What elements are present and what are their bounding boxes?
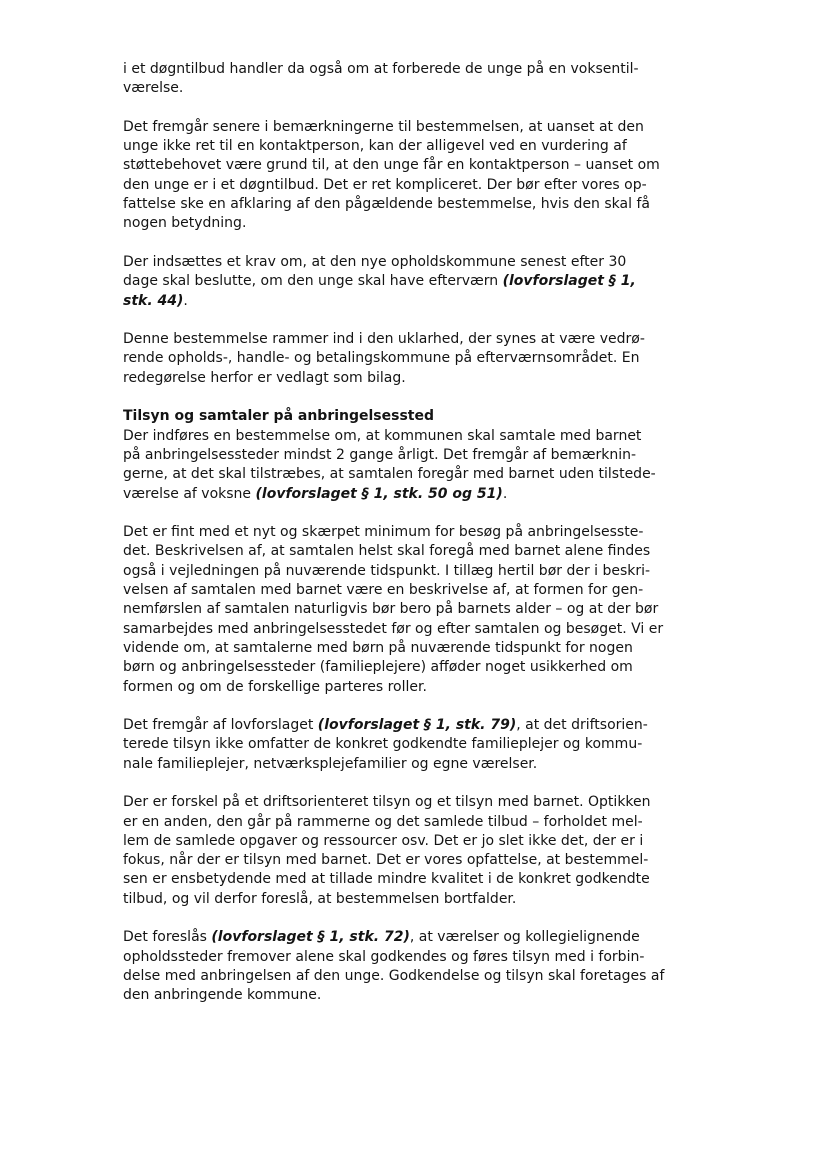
text-line: opholdssteder fremover alene skal godkendes og føres tilsyn med i forbin-: [123, 948, 645, 965]
text-line: støttebehovet være grund til, at den unge får en kontaktperson – uanset om: [123, 157, 660, 174]
text-line: Det fremgår senere i bemærkningerne til bestemmelsen, at uanset at den: [123, 118, 644, 135]
text-line: den anbringende kommune.: [123, 987, 322, 1004]
text-line: fattelse ske en afklaring af den pågældende bestemmelse, hvis den skal få: [123, 196, 650, 213]
text-line: Der er forskel på et driftsorienteret tilsyn og et tilsyn med barnet. Optikken: [123, 794, 651, 811]
text-line: terede tilsyn ikke omfatter de konkret godkendte familieplejer og kommu-: [123, 736, 643, 753]
text-line: [123, 485, 678, 504]
law-reference: (lovforslaget § 1, stk. 79): [317, 717, 517, 734]
text-line: sen er ensbetydende med at tillade mindre kvalitet i de konkret godkendte: [123, 871, 650, 888]
paragraph-8: [123, 793, 678, 909]
text-line: nogen betydning.: [123, 215, 247, 232]
paragraph-1: [123, 60, 678, 99]
text-line: samarbejdes med anbringelsesstedet før og efter samtalen og besøget. Vi er: [123, 620, 664, 637]
text-line: i et døgntilbud handler da også om at forberede de unge på en voksentil-: [123, 61, 639, 77]
text-line: Det er fint med et nyt og skærpet minimum for besøg på anbringelsesste-: [123, 524, 644, 541]
text-segment: , at værelser og kollegielignende: [409, 929, 640, 946]
text-line: Denne bestemmelse rammer ind i den uklarhed, der synes at være vedrø-: [123, 331, 645, 348]
text-line: på anbringelsessteder mindst 2 gange årligt. Det fremgår af bemærknin-: [123, 446, 637, 463]
paragraph-3: [123, 253, 678, 311]
text-line: nemførslen af samtalen naturligvis bør bero på barnets alder – og at der bør: [123, 601, 659, 618]
text-segment: Det fremgår af lovforslaget: [123, 717, 318, 734]
text-line: fokus, når der er tilsyn med barnet. Det er vores opfattelse, at bestemmel-: [123, 852, 649, 869]
text-segment: Det foreslås: [123, 929, 212, 946]
text-line: lem de samlede opgaver og ressourcer osv. Det er jo slet ikke det, der er i: [123, 832, 644, 849]
text-line: Der indsættes et krav om, at den nye opholdskommune senest efter 30: [123, 253, 627, 270]
text-line: [123, 292, 678, 311]
law-reference: (lovforslaget § 1, stk. 72): [211, 929, 410, 946]
text-line: rende opholds-, handle- og betalingskommune på efterværnsområdet. En: [123, 350, 640, 367]
text-segment: .: [502, 485, 508, 502]
text-line: Der indføres en bestemmelse om, at kommunen skal samtale med barnet: [123, 427, 642, 444]
section-tilsyn: [123, 407, 678, 503]
text-line: det. Beskrivelsen af, at samtalen helst skal foregå med barnet alene findes: [123, 543, 651, 560]
paragraph-2: [123, 118, 678, 234]
paragraph-6: [123, 523, 678, 697]
text-line: den unge er i et døgntilbud. Det er ret kompliceret. Der bør efter vores op-: [123, 176, 647, 193]
text-line: [123, 716, 678, 735]
law-reference: (lovforslaget § 1,: [502, 273, 636, 290]
text-line: formen og om de forskellige parteres roller.: [123, 678, 427, 695]
text-line: [123, 928, 678, 947]
section-heading: Tilsyn og samtaler på anbringelsessted: [123, 408, 435, 425]
law-reference: stk. 44): [123, 292, 184, 309]
text-line: gerne, at det skal tilstræbes, at samtalen foregår med barnet uden tilstede-: [123, 466, 656, 483]
paragraph-4: [123, 330, 678, 388]
text-segment: værelse af voksne: [123, 485, 256, 502]
text-line: værelse.: [123, 80, 184, 97]
text-line: unge ikke ret til en kontaktperson, kan der alligevel ved en vurdering af: [123, 138, 627, 155]
text-line: tilbud, og vil derfor foreslå, at bestemmelsen bortfalder.: [123, 890, 517, 907]
text-line: [123, 272, 678, 291]
text-segment: dage skal beslutte, om den unge skal have efterværn: [123, 273, 503, 290]
text-line: er en anden, den går på rammerne og det samlede tilbud – forholdet mel-: [123, 813, 643, 830]
paragraph-7: [123, 716, 678, 774]
text-line: nale familieplejer, netværksplejefamilier og egne værelser.: [123, 755, 538, 772]
text-line: vidende om, at samtalerne med børn på nuværende tidspunkt for nogen: [123, 639, 633, 656]
text-line: børn og anbringelsessteder (familieplejere) afføder noget usikkerhed om: [123, 659, 633, 676]
paragraph-9: [123, 928, 678, 1005]
text-line: velsen af samtalen med barnet være en beskrivelse af, at formen for gen-: [123, 582, 644, 599]
text-segment: .: [183, 292, 188, 309]
law-reference: (lovforslaget § 1, stk. 50 og 51): [255, 485, 503, 502]
text-line: delse med anbringelsen af den unge. Godkendelse og tilsyn skal foretages af: [123, 967, 665, 984]
document-page: [123, 60, 678, 1006]
text-line: redegørelse herfor er vedlagt som bilag.: [123, 369, 406, 386]
text-line: også i vejledningen på nuværende tidspunkt. I tillæg hertil bør der i beskri-: [123, 562, 651, 579]
text-segment: , at det driftsorien-: [516, 717, 648, 734]
